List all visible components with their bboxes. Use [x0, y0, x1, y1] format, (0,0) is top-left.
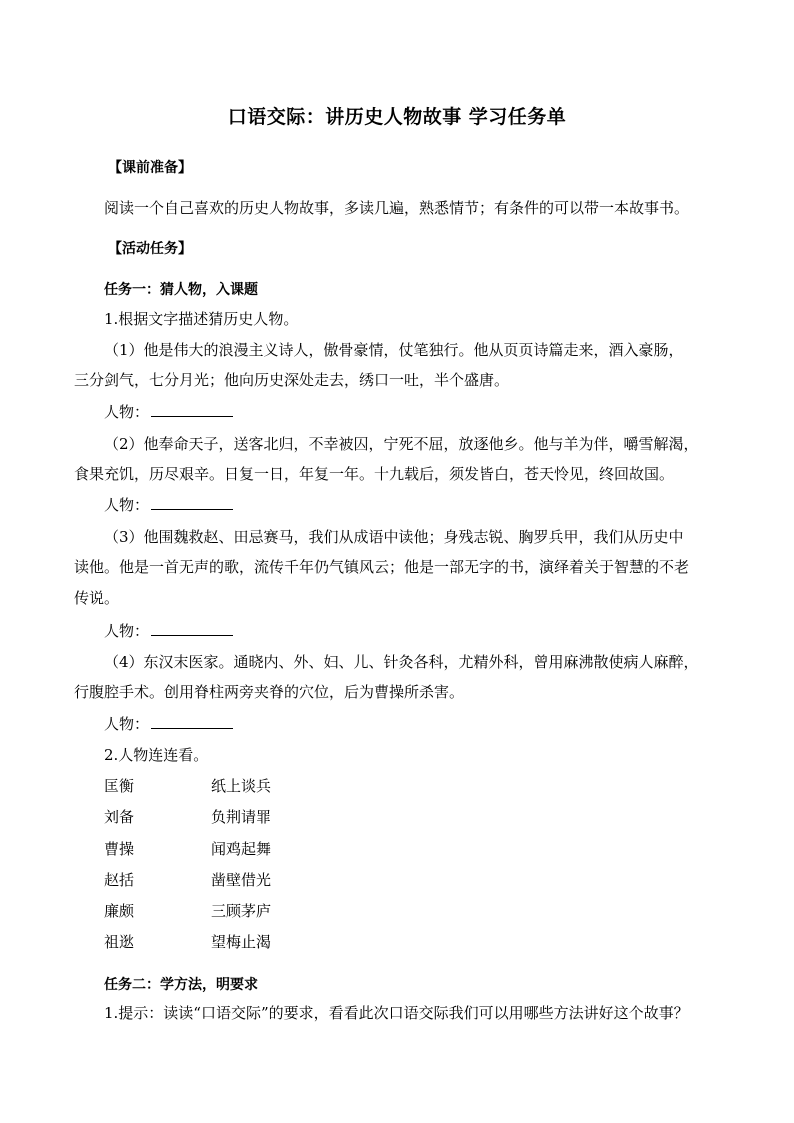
answer-blank-4[interactable]: [151, 714, 233, 729]
prep-text: 阅读一个自己喜欢的历史人物故事，多读几遍，熟悉情节；有条件的可以带一本故事书。: [104, 199, 690, 217]
match-idiom[interactable]: 三顾茅庐: [211, 902, 272, 920]
task1-q1: 1.根据文字描述猜历史人物。: [104, 310, 299, 328]
match-name[interactable]: 曹操: [104, 840, 135, 858]
prep-heading: 【课前准备】: [108, 160, 192, 176]
match-idiom[interactable]: 凿壁借光: [211, 871, 272, 889]
answer-blank-3[interactable]: [151, 621, 233, 636]
person-label: 人物：: [104, 496, 150, 514]
person-answer-1: [104, 402, 233, 422]
match-name[interactable]: 刘备: [104, 808, 135, 826]
item3-line1: （3）他围魏救赵、田忌赛马，我们从成语中读他；身残志锐、胸罗兵甲，我们从历史中: [104, 528, 684, 546]
task2-heading: 任务二：学方法，明要求: [104, 977, 258, 993]
match-idiom[interactable]: 负荆请罪: [211, 808, 272, 826]
match-idiom[interactable]: 闻鸡起舞: [211, 840, 272, 858]
item3-line3: 传说。: [74, 589, 120, 607]
item1-line2: 三分剑气，七分月光；他向历史深处走去，绣口一吐，半个盛唐。: [74, 371, 510, 389]
person-label: 人物：: [104, 403, 150, 421]
task1-q2: 2.人物连连看。: [104, 746, 209, 764]
match-idiom[interactable]: 纸上谈兵: [211, 777, 272, 795]
person-answer-2: [104, 495, 233, 515]
match-name[interactable]: 匡衡: [104, 777, 135, 795]
item4-line2: 行腹腔手术。创用脊柱两旁夹脊的穴位，后为曹操所杀害。: [74, 683, 465, 701]
item2-line2: 食果充饥，历尽艰辛。日复一日，年复一年。十九载后，须发皆白，苍天怜见，终回故国。: [74, 465, 675, 483]
match-name[interactable]: 廉颇: [104, 902, 135, 920]
item1-line1: （1）他是伟大的浪漫主义诗人，傲骨豪情，仗笔独行。他从页页诗篇走来，酒入豪肠，: [104, 341, 684, 359]
match-name[interactable]: 赵括: [104, 871, 135, 889]
item3-line2: 读他。他是一首无声的歌，流传千年仍气镇风云；他是一部无字的书，演绎着关于智慧的不老: [74, 558, 690, 576]
page-title: 口语交际：讲历史人物故事 学习任务单: [227, 106, 567, 128]
activity-heading: 【活动任务】: [108, 241, 192, 257]
person-answer-3: [104, 621, 233, 641]
match-idiom[interactable]: 望梅止渴: [211, 933, 272, 951]
answer-blank-1[interactable]: [151, 402, 233, 417]
item4-line1: （4）东汉末医家。通晓内、外、妇、儿、针灸各科，尤精外科，曾用麻沸散使病人麻醉，: [104, 653, 699, 671]
person-answer-4: [104, 714, 233, 734]
task1-heading: 任务一：猜人物，入课题: [104, 282, 258, 298]
item2-line1: （2）他奉命天子，送客北归，不幸被囚，宁死不屈，放逐他乡。他与羊为伴，嚼雪解渴，: [104, 435, 699, 453]
person-label: 人物：: [104, 715, 150, 733]
answer-blank-2[interactable]: [151, 495, 233, 510]
person-label: 人物：: [104, 622, 150, 640]
match-name[interactable]: 祖逖: [104, 933, 135, 951]
task2-q1: 1.提示：读读“口语交际”的要求，看看此次口语交际我们可以用哪些方法讲好这个故事？: [104, 1004, 689, 1022]
